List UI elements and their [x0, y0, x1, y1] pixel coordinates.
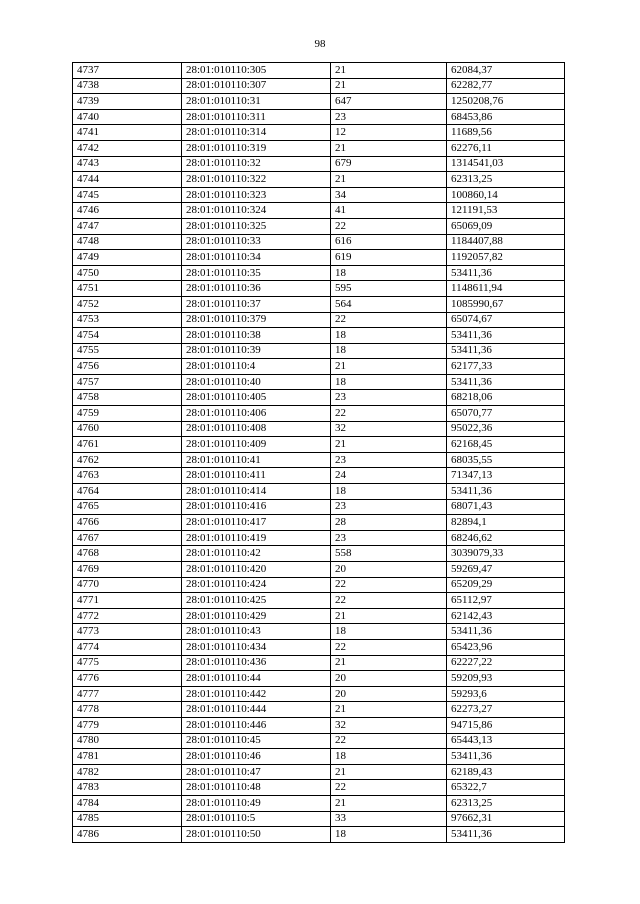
cadastral-number-cell: 28:01:010110:420	[182, 562, 331, 578]
row-number-cell: 4777	[73, 686, 182, 702]
value-cell: 65074,67	[447, 312, 565, 328]
value-cell: 62177,33	[447, 359, 565, 375]
value-cell: 65069,09	[447, 218, 565, 234]
area-cell: 21	[331, 140, 447, 156]
table-row	[73, 577, 565, 593]
area-cell: 23	[331, 452, 447, 468]
table-row	[73, 172, 565, 188]
area-cell: 32	[331, 717, 447, 733]
area-cell: 20	[331, 671, 447, 687]
cadastral-number-cell: 28:01:010110:408	[182, 421, 331, 437]
area-cell: 21	[331, 437, 447, 453]
cadastral-number-cell: 28:01:010110:322	[182, 172, 331, 188]
area-cell: 619	[331, 250, 447, 266]
value-cell: 65322,7	[447, 780, 565, 796]
cadastral-number-cell: 28:01:010110:44	[182, 671, 331, 687]
value-cell: 68246,62	[447, 530, 565, 546]
table-row	[73, 717, 565, 733]
row-number-cell: 4745	[73, 187, 182, 203]
table-row	[73, 764, 565, 780]
area-cell: 22	[331, 577, 447, 593]
row-number-cell: 4760	[73, 421, 182, 437]
cadastral-number-cell: 28:01:010110:42	[182, 546, 331, 562]
row-number-cell: 4773	[73, 624, 182, 640]
cadastral-number-cell: 28:01:010110:33	[182, 234, 331, 250]
row-number-cell: 4771	[73, 593, 182, 609]
value-cell: 53411,36	[447, 749, 565, 765]
table-row	[73, 515, 565, 531]
table-row	[73, 265, 565, 281]
value-cell: 62084,37	[447, 63, 565, 79]
table-row	[73, 749, 565, 765]
area-cell: 28	[331, 515, 447, 531]
cadastral-number-cell: 28:01:010110:409	[182, 437, 331, 453]
row-number-cell: 4741	[73, 125, 182, 141]
cadastral-number-cell: 28:01:010110:46	[182, 749, 331, 765]
table-row	[73, 250, 565, 266]
area-cell: 22	[331, 312, 447, 328]
value-cell: 65209,29	[447, 577, 565, 593]
row-number-cell: 4738	[73, 78, 182, 94]
cadastral-number-cell: 28:01:010110:416	[182, 499, 331, 515]
row-number-cell: 4754	[73, 328, 182, 344]
area-cell: 20	[331, 686, 447, 702]
value-cell: 11689,56	[447, 125, 565, 141]
cadastral-number-cell: 28:01:010110:39	[182, 343, 331, 359]
row-number-cell: 4764	[73, 484, 182, 500]
area-cell: 21	[331, 359, 447, 375]
table-row	[73, 78, 565, 94]
row-number-cell: 4757	[73, 374, 182, 390]
area-cell: 18	[331, 374, 447, 390]
area-cell: 21	[331, 655, 447, 671]
area-cell: 12	[331, 125, 447, 141]
row-number-cell: 4761	[73, 437, 182, 453]
table-row	[73, 686, 565, 702]
value-cell: 62189,43	[447, 764, 565, 780]
table-row	[73, 530, 565, 546]
row-number-cell: 4785	[73, 811, 182, 827]
row-number-cell: 4767	[73, 530, 182, 546]
area-cell: 21	[331, 172, 447, 188]
row-number-cell: 4770	[73, 577, 182, 593]
area-cell: 20	[331, 562, 447, 578]
value-cell: 53411,36	[447, 265, 565, 281]
table-row	[73, 109, 565, 125]
row-number-cell: 4744	[73, 172, 182, 188]
cadastral-number-cell: 28:01:010110:41	[182, 452, 331, 468]
table-row	[73, 328, 565, 344]
area-cell: 647	[331, 94, 447, 110]
value-cell: 53411,36	[447, 343, 565, 359]
cadastral-number-cell: 28:01:010110:444	[182, 702, 331, 718]
cadastral-number-cell: 28:01:010110:34	[182, 250, 331, 266]
value-cell: 68035,55	[447, 452, 565, 468]
cadastral-number-cell: 28:01:010110:40	[182, 374, 331, 390]
area-cell: 21	[331, 63, 447, 79]
area-cell: 21	[331, 78, 447, 94]
row-number-cell: 4786	[73, 827, 182, 843]
row-number-cell: 4769	[73, 562, 182, 578]
value-cell: 62227,22	[447, 655, 565, 671]
row-number-cell: 4756	[73, 359, 182, 375]
area-cell: 18	[331, 624, 447, 640]
cadastral-number-cell: 28:01:010110:4	[182, 359, 331, 375]
table-row	[73, 234, 565, 250]
cadastral-number-cell: 28:01:010110:49	[182, 795, 331, 811]
value-cell: 82894,1	[447, 515, 565, 531]
area-cell: 23	[331, 499, 447, 515]
value-cell: 97662,31	[447, 811, 565, 827]
table-row	[73, 546, 565, 562]
value-cell: 62282,77	[447, 78, 565, 94]
value-cell: 62168,45	[447, 437, 565, 453]
table-row	[73, 484, 565, 500]
table-row	[73, 156, 565, 172]
value-cell: 65070,77	[447, 406, 565, 422]
cadastral-number-cell: 28:01:010110:436	[182, 655, 331, 671]
table-row	[73, 733, 565, 749]
cadastral-number-cell: 28:01:010110:319	[182, 140, 331, 156]
cadastral-number-cell: 28:01:010110:425	[182, 593, 331, 609]
row-number-cell: 4762	[73, 452, 182, 468]
table-row	[73, 203, 565, 219]
cadastral-number-cell: 28:01:010110:43	[182, 624, 331, 640]
row-number-cell: 4743	[73, 156, 182, 172]
area-cell: 23	[331, 390, 447, 406]
area-cell: 22	[331, 406, 447, 422]
value-cell: 1184407,88	[447, 234, 565, 250]
cadastral-number-cell: 28:01:010110:406	[182, 406, 331, 422]
cadastral-number-cell: 28:01:010110:379	[182, 312, 331, 328]
cadastral-number-cell: 28:01:010110:37	[182, 296, 331, 312]
row-number-cell: 4774	[73, 639, 182, 655]
value-cell: 62142,43	[447, 608, 565, 624]
cadastral-number-cell: 28:01:010110:414	[182, 484, 331, 500]
value-cell: 100860,14	[447, 187, 565, 203]
value-cell: 1250208,76	[447, 94, 565, 110]
table-row	[73, 811, 565, 827]
value-cell: 1314541,03	[447, 156, 565, 172]
cadastral-number-cell: 28:01:010110:36	[182, 281, 331, 297]
table-row	[73, 406, 565, 422]
row-number-cell: 4768	[73, 546, 182, 562]
value-cell: 59209,93	[447, 671, 565, 687]
table-row	[73, 671, 565, 687]
row-number-cell: 4781	[73, 749, 182, 765]
row-number-cell: 4753	[73, 312, 182, 328]
row-number-cell: 4775	[73, 655, 182, 671]
table-row	[73, 702, 565, 718]
value-cell: 62273,27	[447, 702, 565, 718]
table-row	[73, 359, 565, 375]
row-number-cell: 4783	[73, 780, 182, 796]
cadastral-number-cell: 28:01:010110:424	[182, 577, 331, 593]
value-cell: 53411,36	[447, 374, 565, 390]
table-row	[73, 343, 565, 359]
area-cell: 18	[331, 484, 447, 500]
cadastral-number-cell: 28:01:010110:45	[182, 733, 331, 749]
area-cell: 22	[331, 780, 447, 796]
page-number: 98	[314, 38, 326, 50]
cadastral-number-cell: 28:01:010110:442	[182, 686, 331, 702]
table-row	[73, 437, 565, 453]
row-number-cell: 4784	[73, 795, 182, 811]
area-cell: 18	[331, 328, 447, 344]
row-number-cell: 4749	[73, 250, 182, 266]
area-cell: 22	[331, 218, 447, 234]
table-row	[73, 593, 565, 609]
row-number-cell: 4780	[73, 733, 182, 749]
table-row	[73, 608, 565, 624]
row-number-cell: 4746	[73, 203, 182, 219]
area-cell: 679	[331, 156, 447, 172]
area-cell: 595	[331, 281, 447, 297]
cadastral-number-cell: 28:01:010110:405	[182, 390, 331, 406]
row-number-cell: 4737	[73, 63, 182, 79]
cadastral-number-cell: 28:01:010110:411	[182, 468, 331, 484]
cadastral-number-cell: 28:01:010110:325	[182, 218, 331, 234]
table-row	[73, 187, 565, 203]
row-number-cell: 4776	[73, 671, 182, 687]
row-number-cell: 4779	[73, 717, 182, 733]
row-number-cell: 4782	[73, 764, 182, 780]
table-row	[73, 140, 565, 156]
area-cell: 23	[331, 530, 447, 546]
area-cell: 22	[331, 593, 447, 609]
row-number-cell: 4778	[73, 702, 182, 718]
row-number-cell: 4750	[73, 265, 182, 281]
row-number-cell: 4763	[73, 468, 182, 484]
table-row	[73, 312, 565, 328]
table-row	[73, 218, 565, 234]
value-cell: 1085990,67	[447, 296, 565, 312]
cadastral-number-cell: 28:01:010110:324	[182, 203, 331, 219]
value-cell: 53411,36	[447, 624, 565, 640]
area-cell: 21	[331, 795, 447, 811]
value-cell: 65423,96	[447, 639, 565, 655]
area-cell: 18	[331, 343, 447, 359]
value-cell: 62313,25	[447, 172, 565, 188]
value-cell: 121191,53	[447, 203, 565, 219]
cadastral-number-cell: 28:01:010110:311	[182, 109, 331, 125]
value-cell: 68071,43	[447, 499, 565, 515]
area-cell: 32	[331, 421, 447, 437]
value-cell: 94715,86	[447, 717, 565, 733]
table-row	[73, 281, 565, 297]
cadastral-number-cell: 28:01:010110:314	[182, 125, 331, 141]
area-cell: 18	[331, 265, 447, 281]
row-number-cell: 4739	[73, 94, 182, 110]
area-cell: 18	[331, 749, 447, 765]
table-row	[73, 452, 565, 468]
table-body	[73, 63, 565, 843]
table-row	[73, 296, 565, 312]
value-cell: 65443,13	[447, 733, 565, 749]
row-number-cell: 4751	[73, 281, 182, 297]
value-cell: 53411,36	[447, 328, 565, 344]
area-cell: 22	[331, 639, 447, 655]
row-number-cell: 4759	[73, 406, 182, 422]
area-cell: 558	[331, 546, 447, 562]
table-row	[73, 421, 565, 437]
cadastral-number-cell: 28:01:010110:429	[182, 608, 331, 624]
area-cell: 21	[331, 702, 447, 718]
value-cell: 68453,86	[447, 109, 565, 125]
table-row	[73, 562, 565, 578]
cadastral-number-cell: 28:01:010110:38	[182, 328, 331, 344]
value-cell: 68218,06	[447, 390, 565, 406]
table-row	[73, 390, 565, 406]
area-cell: 41	[331, 203, 447, 219]
value-cell: 59269,47	[447, 562, 565, 578]
row-number-cell: 4755	[73, 343, 182, 359]
value-cell: 1148611,94	[447, 281, 565, 297]
cadastral-number-cell: 28:01:010110:5	[182, 811, 331, 827]
cadastral-number-cell: 28:01:010110:446	[182, 717, 331, 733]
area-cell: 33	[331, 811, 447, 827]
area-cell: 616	[331, 234, 447, 250]
value-cell: 53411,36	[447, 827, 565, 843]
row-number-cell: 4766	[73, 515, 182, 531]
value-cell: 62313,25	[447, 795, 565, 811]
cadastral-number-cell: 28:01:010110:31	[182, 94, 331, 110]
row-number-cell: 4758	[73, 390, 182, 406]
row-number-cell: 4765	[73, 499, 182, 515]
value-cell: 59293,6	[447, 686, 565, 702]
value-cell: 53411,36	[447, 484, 565, 500]
value-cell: 65112,97	[447, 593, 565, 609]
area-cell: 24	[331, 468, 447, 484]
table-row	[73, 374, 565, 390]
area-cell: 564	[331, 296, 447, 312]
table-row	[73, 795, 565, 811]
cadastral-number-cell: 28:01:010110:307	[182, 78, 331, 94]
table-row	[73, 63, 565, 79]
table-row	[73, 125, 565, 141]
area-cell: 21	[331, 764, 447, 780]
row-number-cell: 4747	[73, 218, 182, 234]
table-row	[73, 639, 565, 655]
table-row	[73, 827, 565, 843]
area-cell: 34	[331, 187, 447, 203]
area-cell: 22	[331, 733, 447, 749]
cadastral-number-cell: 28:01:010110:47	[182, 764, 331, 780]
parcel-table	[72, 62, 565, 843]
area-cell: 21	[331, 608, 447, 624]
cadastral-number-cell: 28:01:010110:419	[182, 530, 331, 546]
row-number-cell: 4740	[73, 109, 182, 125]
row-number-cell: 4752	[73, 296, 182, 312]
row-number-cell: 4742	[73, 140, 182, 156]
row-number-cell: 4748	[73, 234, 182, 250]
table-row	[73, 94, 565, 110]
area-cell: 18	[331, 827, 447, 843]
cadastral-number-cell: 28:01:010110:323	[182, 187, 331, 203]
table-row	[73, 780, 565, 796]
value-cell: 62276,11	[447, 140, 565, 156]
row-number-cell: 4772	[73, 608, 182, 624]
cadastral-number-cell: 28:01:010110:50	[182, 827, 331, 843]
table-row	[73, 468, 565, 484]
cadastral-number-cell: 28:01:010110:417	[182, 515, 331, 531]
cadastral-number-cell: 28:01:010110:35	[182, 265, 331, 281]
value-cell: 1192057,82	[447, 250, 565, 266]
cadastral-number-cell: 28:01:010110:48	[182, 780, 331, 796]
table-row	[73, 655, 565, 671]
value-cell: 3039079,33	[447, 546, 565, 562]
value-cell: 95022,36	[447, 421, 565, 437]
area-cell: 23	[331, 109, 447, 125]
table-row	[73, 624, 565, 640]
value-cell: 71347,13	[447, 468, 565, 484]
table-row	[73, 499, 565, 515]
cadastral-number-cell: 28:01:010110:32	[182, 156, 331, 172]
cadastral-number-cell: 28:01:010110:305	[182, 63, 331, 79]
cadastral-number-cell: 28:01:010110:434	[182, 639, 331, 655]
